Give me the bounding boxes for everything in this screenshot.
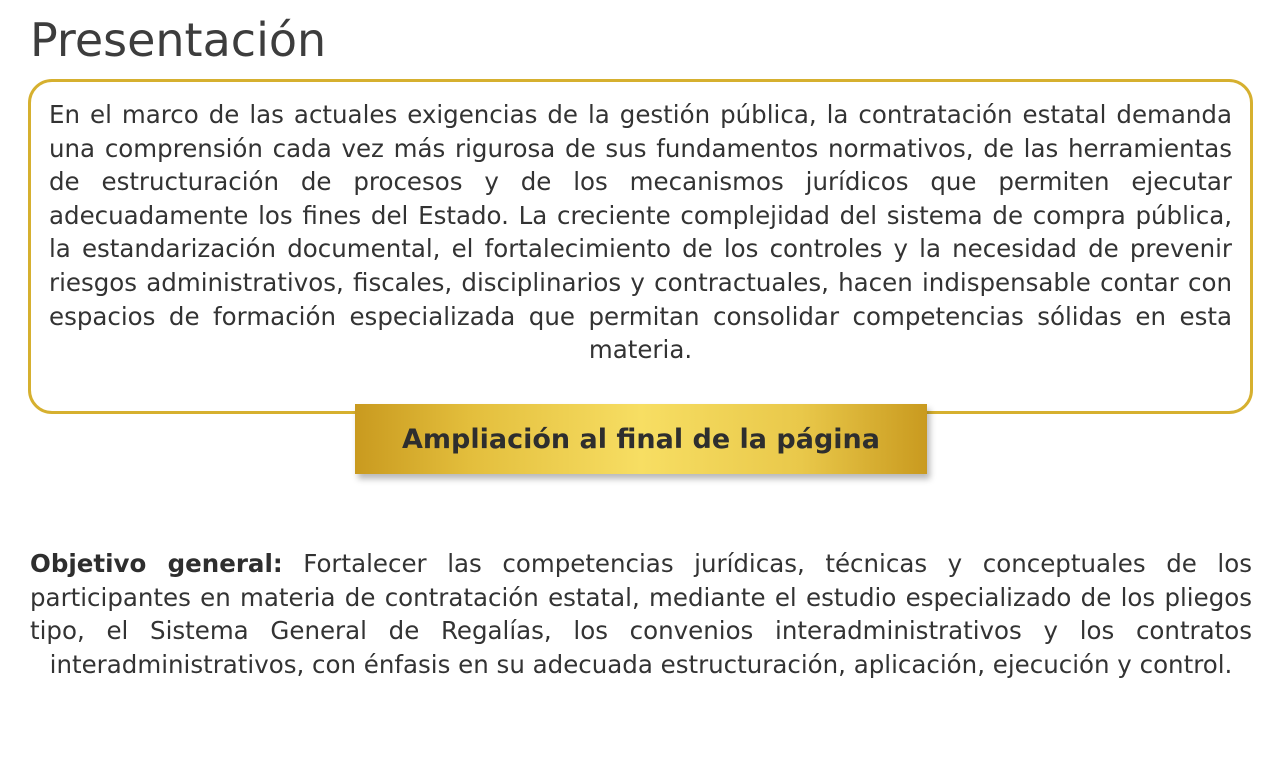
general-objective — [30, 547, 1252, 681]
general-objective-label: Objetivo general: — [30, 549, 283, 578]
presentation-box — [28, 79, 1253, 414]
expand-button[interactable] — [355, 404, 927, 474]
expand-button-label: Ampliación al final de la página — [402, 423, 880, 455]
page-title: Presentación — [30, 13, 327, 67]
general-objective-text: Fortalecer las competencias jurídicas, técnicas y conceptuales de los participantes en materia de contratación estatal, mediante el estudio especializado de los pliegos tipo, el Sistema General de Regalías, los convenios interadministrativos y los contratos interadministrativos, con énfasis en su adecuada estructuración, aplicación, ejecución y control. — [30, 549, 1252, 679]
presentation-text: En el marco de las actuales exigencias de la gestión pública, la contratación estatal demanda una comprensión cada vez más rigurosa de sus fundamentos normativos, de las herramientas de estructuración de procesos y de los mecanismos jurídicos que permiten ejecutar adecuadamente los fines del Estado. La creciente complejidad del sistema de compra pública, la estandarización documental, el fortalecimiento de los controles y la necesidad de prevenir riesgos administrativos, fiscales, disciplinarios y contractuales, hacen indispensable contar con espacios de formación especializada que permitan consolidar competencias sólidas en esta materia. — [49, 100, 1232, 365]
